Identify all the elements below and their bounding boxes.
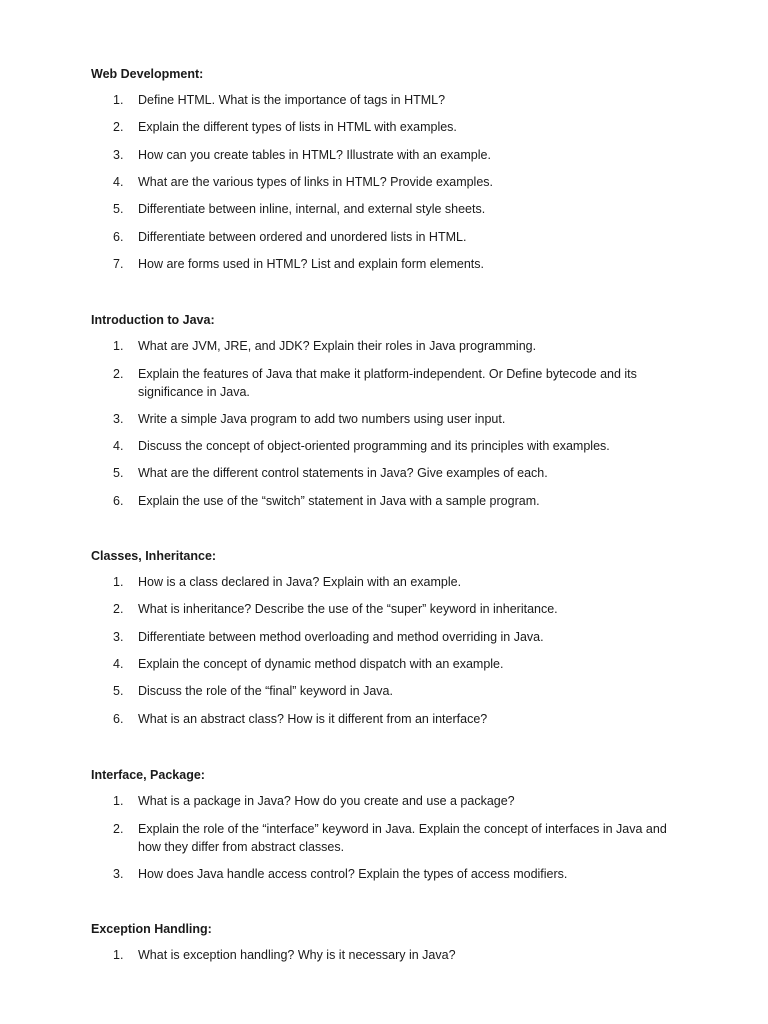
question-text: What are the different control statements in Java? Give examples of each. — [138, 466, 548, 480]
section-introduction-to-java — [91, 312, 691, 508]
question-text: What is inheritance? Describe the use of the “super” keyword in inheritance. — [138, 602, 558, 616]
question-text: Explain the features of Java that make it platform-independent. Or Define bytecode and its significance in Java. — [138, 367, 637, 399]
question-number: 6. — [113, 712, 124, 726]
question-number: 4. — [113, 439, 124, 453]
question-number: 6. — [113, 230, 124, 244]
question-text: Discuss the role of the “final” keyword in Java. — [138, 684, 393, 698]
question-text: What is exception handling? Why is it necessary in Java? — [138, 948, 456, 962]
question-text: How can you create tables in HTML? Illustrate with an example. — [138, 148, 491, 162]
question-text: How is a class declared in Java? Explain with an example. — [138, 575, 462, 589]
section-heading: Exception Handling: — [91, 922, 212, 936]
question-text: Define HTML. What is the importance of tags in HTML? — [138, 93, 446, 107]
section-web-development — [91, 66, 691, 271]
question-number: 2. — [113, 120, 124, 134]
section-classes-inheritance — [91, 548, 691, 726]
question-number: 1. — [113, 948, 124, 962]
section-heading: Web Development: — [91, 67, 204, 81]
question-text: Explain the use of the “switch” statement in Java with a sample program. — [138, 494, 540, 508]
question-number: 5. — [113, 466, 124, 480]
question-number: 6. — [113, 494, 124, 508]
question-number: 4. — [113, 175, 124, 189]
question-number: 1. — [113, 794, 124, 808]
question-text: What are the various types of links in HTML? Provide examples. — [138, 175, 494, 189]
section-interface-package — [91, 767, 691, 881]
question-text: Differentiate between method overloading and method overriding in Java. — [138, 630, 544, 644]
question-number: 1. — [113, 339, 124, 353]
question-number: 7. — [113, 257, 124, 271]
question-text: Differentiate between ordered and unordered lists in HTML. — [138, 230, 467, 244]
question-number: 3. — [113, 867, 124, 881]
question-text: Explain the different types of lists in HTML with examples. — [138, 120, 457, 134]
section-heading: Interface, Package: — [91, 768, 205, 782]
question-number: 2. — [113, 367, 124, 381]
question-number: 3. — [113, 412, 124, 426]
question-number: 3. — [113, 148, 124, 162]
question-number: 2. — [113, 602, 124, 616]
question-text: Discuss the concept of object-oriented programming and its principles with examples. — [138, 439, 610, 453]
section-heading: Classes, Inheritance: — [91, 549, 217, 563]
question-number: 1. — [113, 575, 124, 589]
question-number: 2. — [113, 822, 124, 836]
question-text: What is an abstract class? How is it different from an interface? — [138, 712, 488, 726]
question-text: Write a simple Java program to add two numbers using user input. — [138, 412, 506, 426]
question-text: Explain the concept of dynamic method dispatch with an example. — [138, 657, 504, 671]
question-number: 4. — [113, 657, 124, 671]
question-text: Differentiate between inline, internal, and external style sheets. — [138, 202, 486, 216]
question-number: 5. — [113, 202, 124, 216]
section-heading: Introduction to Java: — [91, 313, 215, 327]
question-text: Explain the role of the “interface” keyword in Java. Explain the concept of interfaces in Java and how they differ from abstract classes. — [138, 822, 667, 854]
question-number: 1. — [113, 93, 124, 107]
section-exception-handling — [91, 921, 691, 962]
question-text: How does Java handle access control? Explain the types of access modifiers. — [138, 867, 568, 881]
question-number: 3. — [113, 630, 124, 644]
question-text: What are JVM, JRE, and JDK? Explain their roles in Java programming. — [138, 339, 537, 353]
question-text: What is a package in Java? How do you create and use a package? — [138, 794, 515, 808]
question-number: 5. — [113, 684, 124, 698]
question-text: How are forms used in HTML? List and explain form elements. — [138, 257, 484, 271]
